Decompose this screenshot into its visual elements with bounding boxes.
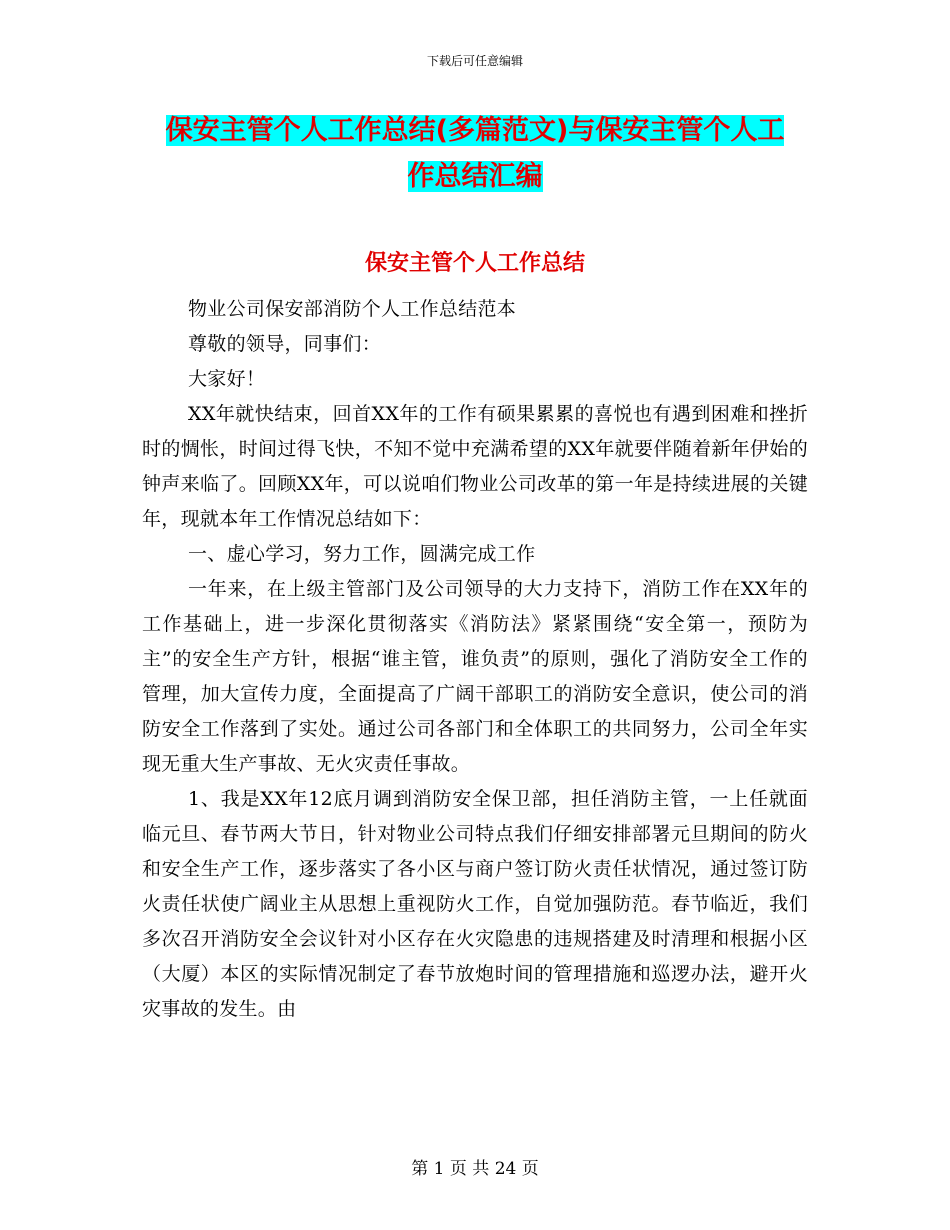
paragraph: XX年就快结束，回首XX年的工作有硕果累累的喜悦也有遇到困难和挫折时的惆怅，时间过得飞快，不知不觉中充满希望的XX年就要伴随着新年伊始的钟声来临了。回顾XX年，可以说咱们物业公司改革的第一年是持续进展的关键年，现就本年工作情况总结如下： — [142, 403, 808, 530]
main-title — [140, 108, 810, 200]
paragraph: 1、我是XX年12底月调到消防安全保卫部，担任消防主管，一上任就面临元旦、春节两大节日，针对物业公司特点我们仔细安排部署元旦期间的防火和安全生产工作，逐步落实了各小区与商户签订防火责任状情况，通过签订防火责任状使广阔业主从思想上重视防火工作，自觉加强防范。春节临近，我们多次召开消防安全会议针对小区存在火灾隐患的违规搭建及时清理和根据小区（大厦）本区的实际情况制定了春节放炮时间的管理措施和巡逻办法，避开火灾事故的发生。由 — [142, 788, 808, 1020]
section-title: 保安主管个人工作总结 — [364, 251, 585, 276]
paragraph: 大家好！ — [188, 368, 266, 390]
document-body — [142, 292, 808, 1027]
paragraph: 尊敬的领导，同事们： — [188, 333, 382, 355]
paragraph: 物业公司保安部消防个人工作总结范本 — [188, 298, 517, 320]
main-title-line-2: 作总结汇编 — [407, 161, 543, 192]
paragraph: 一、虚心学习，努力工作，圆满完成工作 — [188, 543, 536, 565]
paragraph: 一年来，在上级主管部门及公司领导的大力支持下，消防工作在XX年的工作基础上，进一步深化贯彻落实《消防法》紧紧围绕“安全第一，预防为主”的安全生产方针，根据“谁主管，谁负责”的原则，强化了消防安全工作的管理，加大宣传力度，全面提高了广阔干部职工的消防安全意识，使公司的消防安全工作落到了实处。通过公司各部门和全体职工的共同努力，公司全年实现无重大生产事故、无火灾责任事故。 — [142, 578, 808, 775]
page-footer: 第 1 页 共 24 页 — [411, 1159, 539, 1179]
main-title-line-1: 保安主管个人工作总结(多篇范文)与保安主管个人工 — [165, 115, 785, 146]
header-note: 下载后可任意编辑 — [426, 54, 523, 68]
